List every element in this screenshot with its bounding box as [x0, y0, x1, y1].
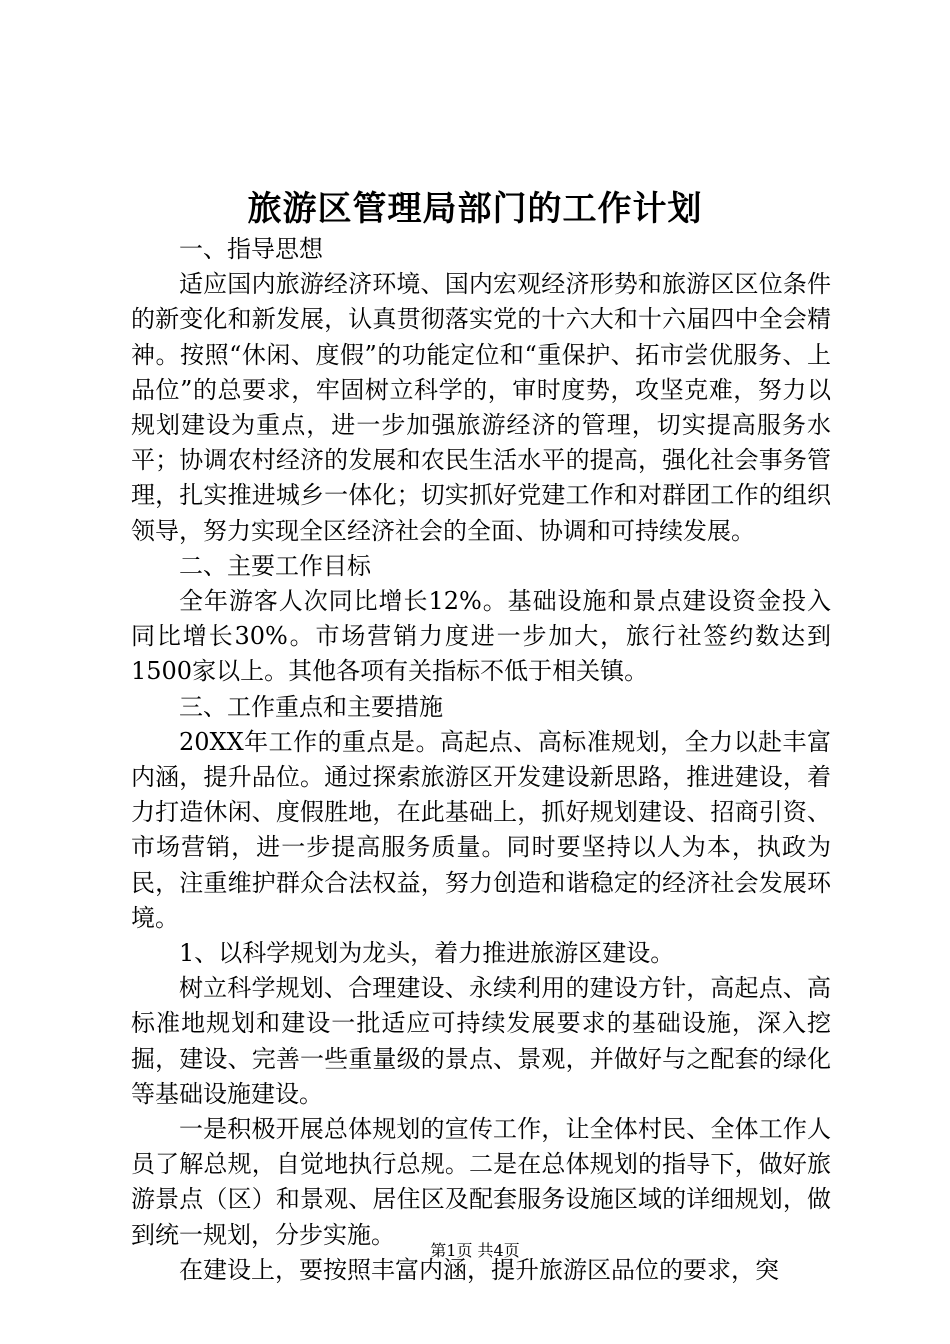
- subheading-planning: 1、以科学规划为龙头，着力推进旅游区建设。: [179, 939, 675, 968]
- heading-guiding-ideology: 一、指导思想: [179, 235, 323, 263]
- document-title: 旅游区管理局部门的工作计划: [247, 189, 703, 229]
- paragraph-key-measures: 20XX年工作的重点是。高起点、高标准规划，全力以赴丰富内涵，提升品位。通过探索旅游区开发建设新思路，推进建设，着力打造休闲、度假胜地，在此基础上，抓好规划建设、招商引资、市场营销，进一步提高服务质量。同时要坚持以人为本，执政为民，注重维护群众合法权益，努力创造和谐稳定的经济社会发展环境。: [131, 727, 831, 932]
- paragraph-planning-policy: 树立科学规划、合理建设、永续利用的建设方针，高起点、高标准地规划和建设一批适应可持续发展要求的基础设施，深入挖掘，建设、完善一些重量级的景点、景观，并做好与之配套的绿化等基础设施建设。: [131, 974, 831, 1108]
- paragraph-guiding-ideology: 适应国内旅游经济环境、国内宏观经济形势和旅游区区位条件的新变化和新发展，认真贯彻落实党的十六大和十六届四中全会精神。按照“休闲、度假”的功能定位和“重保护、拓市尝优服务、上品位”的总要求，牢固树立科学的，审时度势，攻坚克难，努力以规划建设为重点，进一步加强旅游经济的管理，切实提高服务水平；协调农村经济的发展和农民生活水平的提高，强化社会事务管理，扎实推进城乡一体化；切实抓好党建工作和对群团工作的组织领导，努力实现全区经济社会的全面、协调和可持续发展。: [131, 270, 831, 545]
- document-body: [131, 232, 831, 1288]
- heading-key-measures: 三、工作重点和主要措施: [179, 692, 443, 721]
- page-number-footer: 第1页 共4页: [430, 1241, 520, 1260]
- paragraph-main-goals: 全年游客人次同比增长12%。基础设施和景点建设资金投入同比增长30%。市场营销力度进一步加大，旅行社签约数达到1500家以上。其他各项有关指标不低于相关镇。: [131, 587, 831, 686]
- heading-main-goals: 二、主要工作目标: [179, 551, 371, 580]
- paragraph-planning-steps: 一是积极开展总体规划的宣传工作，让全体村民、全体工作人员了解总规，自觉地执行总规。二是在总体规划的指导下，做好旅游景点（区）和景观、居住区及配套服务设施区域的详细规划，做到统一规划，分步实施。: [131, 1115, 831, 1249]
- paragraph-construction: 在建设上，要按照丰富内涵，提升旅游区品位的要求，突: [179, 1255, 779, 1284]
